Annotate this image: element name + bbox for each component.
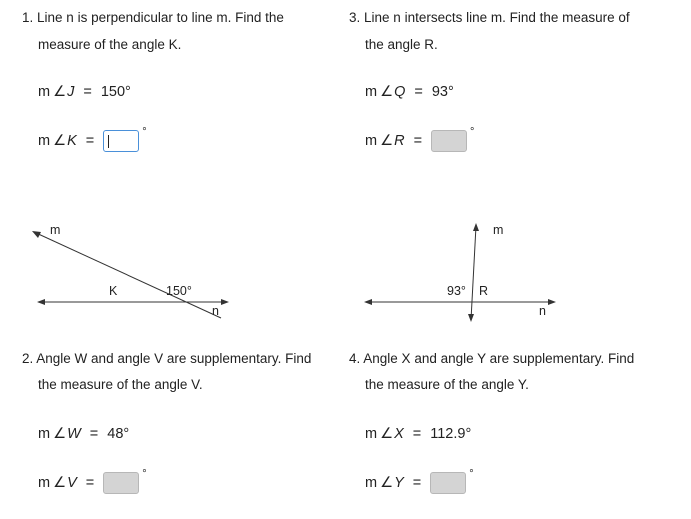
angle-var: X bbox=[394, 426, 404, 442]
equals-sign: = bbox=[413, 133, 423, 149]
measure-m: m bbox=[38, 133, 51, 149]
measure-m: m bbox=[365, 84, 378, 100]
equals-sign: = bbox=[85, 475, 95, 491]
degree-symbol: ° bbox=[142, 468, 147, 480]
measure-m: m bbox=[365, 475, 378, 491]
measure-m: m bbox=[365, 426, 378, 442]
problem-4-text-line1 bbox=[349, 351, 634, 367]
answer-input-v[interactable] bbox=[103, 472, 139, 494]
arrowhead-n-right bbox=[548, 299, 556, 305]
label-m: m bbox=[50, 223, 61, 237]
given-value: 112.9° bbox=[430, 426, 472, 442]
problem-2-given bbox=[38, 425, 129, 443]
degree-symbol: ° bbox=[470, 126, 475, 138]
given-value: 150° bbox=[100, 84, 131, 100]
equals-sign: = bbox=[412, 475, 422, 491]
problem-number: 2. bbox=[22, 351, 34, 366]
problem-3-text-line2: the angle R. bbox=[365, 37, 438, 52]
angle-var: K bbox=[67, 133, 77, 149]
angle-symbol: ∠ bbox=[380, 133, 394, 149]
arrowhead-m-bottom bbox=[468, 314, 474, 322]
answer-input-y[interactable] bbox=[430, 472, 466, 494]
angle-var: W bbox=[67, 426, 81, 442]
angle-var: V bbox=[67, 475, 77, 491]
degree-symbol: ° bbox=[142, 126, 147, 138]
angle-symbol: ∠ bbox=[53, 426, 67, 442]
arrowhead-n-left bbox=[364, 299, 372, 305]
problem-2-text-line1 bbox=[22, 351, 311, 367]
problem-1-text-line2: measure of the angle K. bbox=[38, 37, 182, 52]
label-angle-150: 150° bbox=[166, 284, 192, 298]
problem-prompt: Angle X and angle Y are supplementary. Find bbox=[363, 351, 635, 366]
angle-var: J bbox=[67, 84, 75, 100]
angle-symbol: ∠ bbox=[380, 426, 394, 442]
label-angle-r: R bbox=[479, 284, 489, 298]
problem-2-text-line2: the measure of the angle V. bbox=[38, 377, 203, 392]
angle-symbol: ∠ bbox=[380, 84, 394, 100]
measure-m: m bbox=[38, 426, 51, 442]
equals-sign: = bbox=[89, 426, 99, 442]
angle-var: Q bbox=[394, 84, 406, 100]
problem-4-text-line2: the measure of the angle Y. bbox=[365, 377, 529, 392]
measure-m: m bbox=[38, 475, 51, 491]
problem-2-answer bbox=[38, 468, 147, 494]
problem-number: 4. bbox=[349, 351, 361, 366]
label-n: n bbox=[539, 304, 546, 318]
angle-symbol: ∠ bbox=[380, 475, 394, 491]
label-n: n bbox=[212, 304, 219, 318]
measure-m: m bbox=[365, 133, 378, 149]
measure-m: m bbox=[38, 84, 51, 100]
equals-sign: = bbox=[83, 84, 92, 100]
given-value: 48° bbox=[107, 426, 130, 442]
problem-prompt: Angle W and angle V are supplementary. Find bbox=[36, 351, 312, 366]
angle-var: R bbox=[394, 133, 405, 149]
problem-4-answer bbox=[365, 468, 474, 494]
problem-4-given bbox=[365, 425, 471, 443]
angle-symbol: ∠ bbox=[53, 133, 67, 149]
angle-symbol: ∠ bbox=[53, 84, 67, 100]
equals-sign: = bbox=[85, 133, 95, 149]
line-m bbox=[471, 226, 476, 320]
angle-symbol: ∠ bbox=[53, 475, 67, 491]
given-value: 93° bbox=[431, 84, 454, 100]
equals-sign: = bbox=[414, 84, 423, 100]
arrowhead-m-top bbox=[473, 223, 479, 231]
problem-number: 1. bbox=[22, 10, 34, 25]
problem-number: 3. bbox=[349, 10, 361, 25]
label-angle-k: K bbox=[109, 284, 118, 298]
label-angle-93: 93° bbox=[447, 284, 466, 298]
label-m: m bbox=[493, 223, 504, 237]
angle-var: Y bbox=[394, 475, 404, 491]
degree-symbol: ° bbox=[469, 468, 474, 480]
problem-prompt: Line n is perpendicular to line m. Find the bbox=[37, 10, 284, 25]
equals-sign: = bbox=[412, 426, 422, 442]
problem-prompt: Line n intersects line m. Find the measure of bbox=[364, 10, 630, 25]
